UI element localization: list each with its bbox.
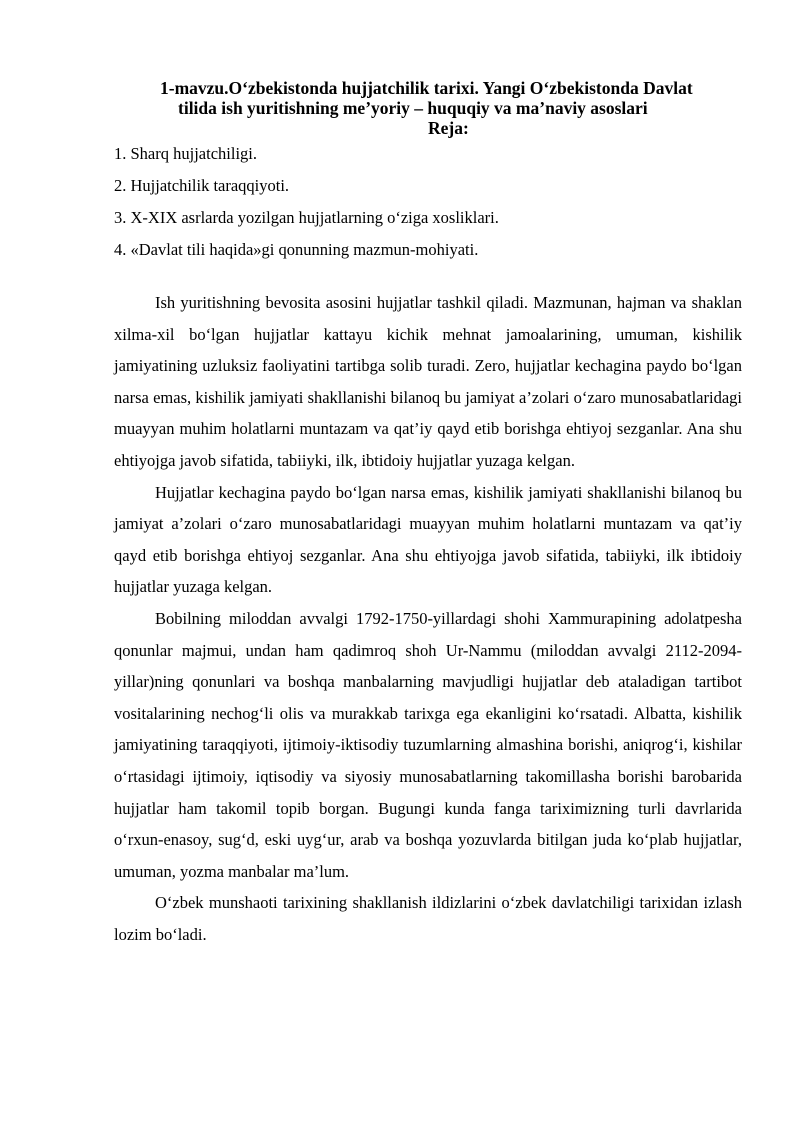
- paragraph: Bobilning miloddan avvalgi 1792-1750-yillardagi shohi Xammurapining adolatpesha qonunlar majmui, undan ham qadimroq shoh Ur-Nammu (miloddan avvalgi 2112-2094-yillar)ning qonunlari va boshqa manbalarning mavjudligi hujjatlar deb ataladigan tartibot vositalarining nechog‘li olis va murakkab tarixga ega ekanligini ko‘rsatadi. Albatta, kishilik jamiyatining taraqqiyoti, ijtimoiy-iktisodiy tuzumlarning almashina borishi, aniqrog‘i, kishilar o‘rtasidagi ijtimoiy, iqtisodiy va siyosiy munosabatlarning takomillasha borishi barobarida hujjatlar ham takomil topib borgan. Bugungi kunda fanga tariximizning turli davrlarida o‘rxun-enasoy, sug‘d, eski uyg‘ur, arab va boshqa yozuvlarda bitilgan juda ko‘plab hujjatlar, umuman, yozma manbalar ma’lum.: [114, 608, 742, 881]
- paragraph: Hujjatlar kechagina paydo bo‘lgan narsa emas, kishilik jamiyati shakllanishi bilanoq bu jamiyat a’zolari o‘zaro munosabatlaridagi muayyan muhim holatlarni muntazam va qat’iy qayd etib borishga ehtiyoj sezganlar. Ana shu ehtiyojga javob sifatida, tabiiyki, ilk ibtidoiy hujjatlar yuzaga kelgan.: [114, 482, 742, 597]
- document-title-line-2: tilida ish yuritishning me’yoriy – huquqiy va ma’naviy asoslari: [178, 98, 648, 118]
- paragraph: Ish yuritishning bevosita asosini hujjatlar tashkil qiladi. Mazmunan, hajman va shaklan xilma-xil bo‘lgan hujjatlar kattayu kichik mehnat jamoalarining, umuman, kishilik jamiyatining uzluksiz faoliyatini tartibga solib turadi. Zero, hujjatlar kechagina paydo bo‘lgan narsa emas, kishilik jamiyati shakllanishi bilanoq bu jamiyat a’zolari o‘zaro munosabatlaridagi muayyan muhim holatlarni muntazam va qat’iy qayd etib borishga ehtiyoj sezganlar. Ana shu ehtiyojga javob sifatida, tabiiyki, ilk, ibtidoiy hujjatlar yuzaga kelgan.: [114, 293, 742, 470]
- body-text: [114, 287, 742, 950]
- paragraph: O‘zbek munshaoti tarixining shakllanish ildizlarini o‘zbek davlatchiligi tarixidan izlash lozim bo‘ladi.: [114, 893, 742, 944]
- plan-item: 2. Hujjatchilik taraqqiyoti.: [114, 176, 290, 195]
- plan-item: 3. X-XIX asrlarda yozilgan hujjatlarning o‘ziga xosliklari.: [114, 208, 499, 227]
- document-title-line-1: 1-mavzu.O‘zbekistonda hujjatchilik tarixi. Yangi O‘zbekistonda Davlat: [160, 78, 693, 98]
- plan-item: 1. Sharq hujjatchiligi.: [114, 144, 257, 163]
- plan-item: 4. «Davlat tili haqida»gi qonunning mazmun-mohiyati.: [114, 240, 479, 259]
- plan-heading: Reja:: [428, 118, 469, 138]
- plan-list: [114, 140, 499, 268]
